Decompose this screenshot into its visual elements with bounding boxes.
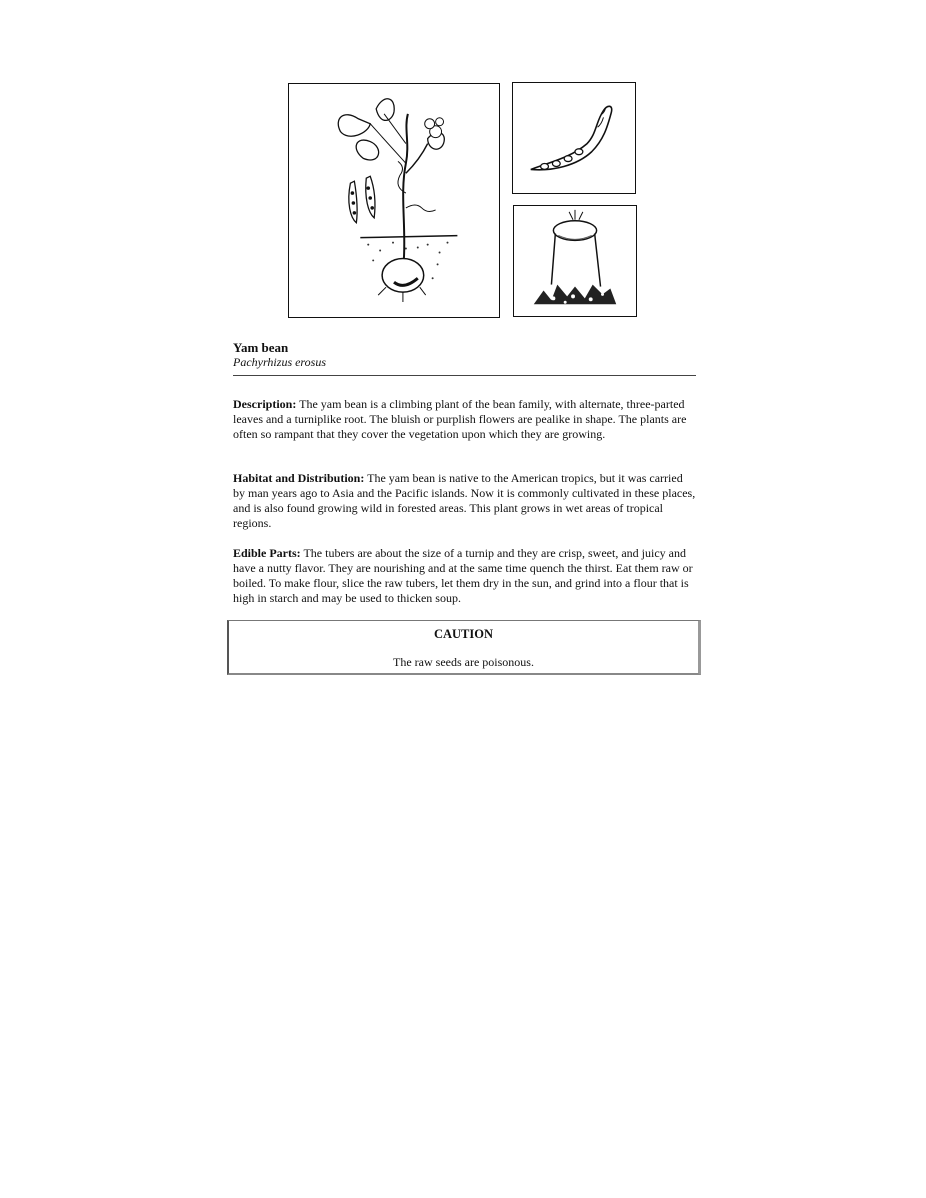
plant-title-block	[233, 340, 695, 369]
whole-plant-drawing	[289, 84, 499, 317]
description-section	[233, 397, 697, 442]
whole-plant-illustration	[288, 83, 500, 318]
scientific-name: Pachyrhizus erosus	[233, 355, 326, 369]
edible-parts-heading: Edible Parts:	[233, 546, 301, 560]
common-name: Yam bean	[233, 340, 289, 355]
habitat-section	[233, 471, 697, 531]
edible-parts-section	[233, 546, 697, 606]
habitat-heading: Habitat and Distribution:	[233, 471, 365, 485]
seed-pod-drawing	[513, 83, 635, 193]
description-text: The yam bean is a climbing plant of the bean family, with alternate, three-parted leaves and a turniplike root. The bluish or purplish flowers are pealike in shape. The plants are often so rampant that they cover the vegetation upon which they are growing.	[233, 397, 687, 441]
description-heading: Description:	[233, 397, 297, 411]
seed-pod-illustration	[512, 82, 636, 194]
habitat-text: The yam bean is native to the American tropics, but it was carried by man years ago to Asia and the Pacific islands. Now it is commonly cultivated in these places, and is also found growing wild in forested areas. This plant grows in wet areas of tropical regions.	[233, 471, 696, 530]
sliced-tuber-illustration	[513, 205, 637, 317]
caution-box	[227, 620, 701, 675]
edible-parts-text: The tubers are about the size of a turnip and they are crisp, sweet, and juicy and have a nutty flavor. They are nourishing and at the same time quench the thirst. Eat them raw or boiled. To make flour, slice the raw tubers, let them dry in the sun, and grind into a flour that is high in starch and may be used to thicken soup.	[233, 546, 693, 605]
sliced-tuber-drawing	[514, 206, 636, 316]
caution-title: CAUTION	[433, 627, 494, 641]
title-divider	[233, 375, 696, 376]
caution-text: The raw seeds are poisonous.	[393, 655, 534, 669]
